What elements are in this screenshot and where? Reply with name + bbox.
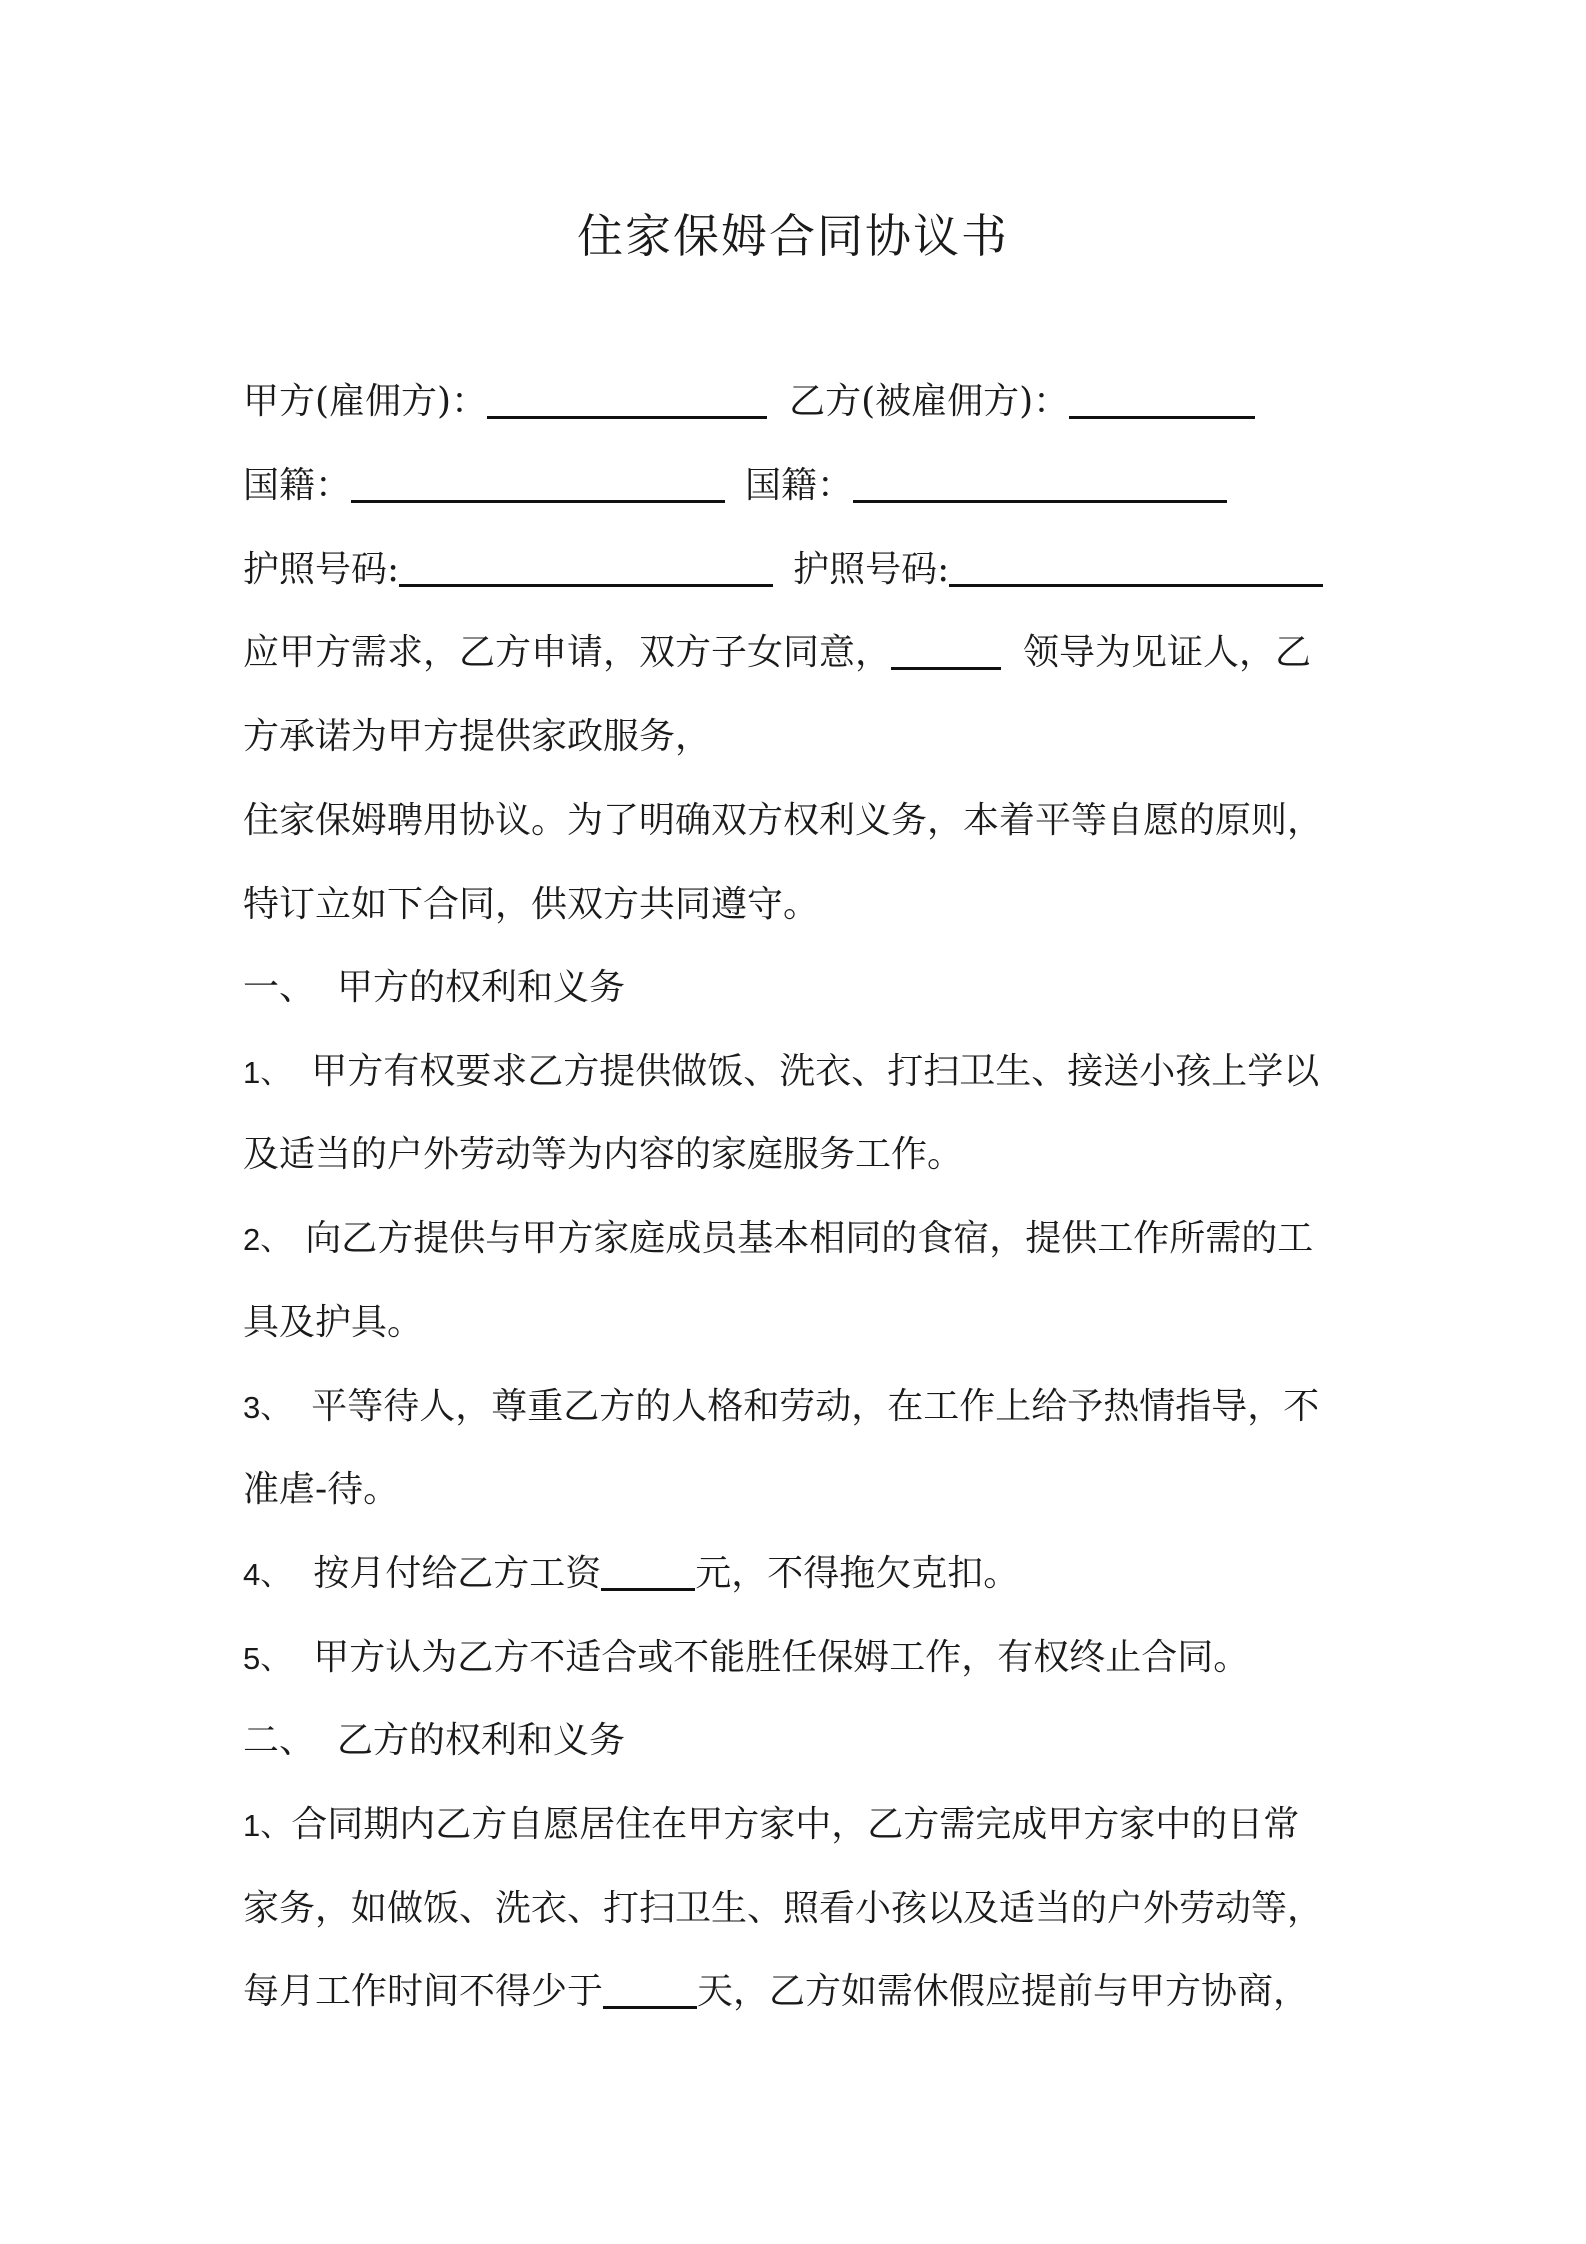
salary-blank[interactable] (601, 1554, 695, 1591)
passport-b-label: 护照号码: (793, 549, 950, 590)
section-2-heading (243, 1717, 625, 1765)
passport-row (243, 546, 1323, 594)
intro-line-3: 住家保姆聘用协议。为了明确双方权利义务，本着平等自愿的原则， (243, 800, 1324, 841)
s1-item-3-text: 平等待人，尊重乙方的人格和劳动，在工作上给予热情指导，不 (311, 1386, 1320, 1427)
section-2-title: 乙方的权利和义务 (337, 1720, 626, 1761)
intro-line-2: 方承诺为甲方提供家政服务， (243, 716, 712, 757)
section-2-number: 二、 (243, 1720, 316, 1761)
s1-item-5-text: 甲方认为乙方不适合或不能胜任保姆工作，有权终止合同。 (313, 1637, 1250, 1678)
s2-item-1-text: 合同期内乙方自愿居住在甲方家中，乙方需完成甲方家中的日常 (291, 1804, 1300, 1845)
s2-item-1-text-b: 天，乙方如需休假应提前与甲方协商， (697, 1971, 1310, 2012)
section-1-title: 甲方的权利和义务 (337, 967, 626, 1008)
s1-item-5-number: 5、 (243, 1641, 292, 1676)
nationality-a-label: 国籍： (243, 465, 352, 506)
nationality-row (243, 462, 1227, 510)
s1-item-4-text-a: 按月付给乙方工资 (313, 1553, 602, 1594)
party-b-label: 乙方(被雇佣方)： (789, 381, 1070, 422)
passport-a-blank[interactable] (399, 550, 773, 587)
nationality-b-label: 国籍： (745, 465, 854, 506)
section-1-heading (243, 964, 625, 1012)
s1-item-3-number: 3、 (243, 1390, 292, 1425)
s1-item-1-text: 甲方有权要求乙方提供做饭、洗衣、打扫卫生、接送小孩上学以 (311, 1051, 1320, 1092)
s1-item-3-line-2: 准虐-待。 (243, 1469, 400, 1510)
intro-text-a: 应甲方需求，乙方申请，双方子女同意， (243, 632, 892, 673)
s1-item-4-number: 4、 (243, 1557, 292, 1592)
s1-item-5 (243, 1634, 1249, 1683)
document-title: 住家保姆合同协议书 (577, 209, 1009, 263)
s1-item-2-line-2: 具及护具。 (243, 1302, 424, 1343)
nationality-b-blank[interactable] (853, 466, 1227, 503)
nationality-a-blank[interactable] (351, 466, 725, 503)
s1-item-2-line-1 (243, 1215, 1313, 1264)
s1-item-2-number: 2、 (243, 1222, 292, 1257)
party-b-blank[interactable] (1069, 382, 1255, 419)
s1-item-2-text: 向乙方提供与甲方家庭成员基本相同的食宿，提供工作所需的工 (305, 1218, 1314, 1259)
s1-item-4-text-b: 元，不得拖欠克扣。 (695, 1553, 1020, 1594)
party-a-blank[interactable] (487, 382, 767, 419)
s2-item-1-line-2: 家务，如做饭、洗衣、打扫卫生、照看小孩以及适当的户外劳动等， (243, 1888, 1324, 1929)
s2-item-1-text-a: 每月工作时间不得少于 (243, 1971, 604, 2012)
workdays-blank[interactable] (603, 1972, 697, 2009)
s1-item-3-line-1 (243, 1383, 1319, 1432)
witness-blank[interactable] (891, 633, 1001, 670)
passport-a-label: 护照号码: (243, 549, 400, 590)
s1-item-1-line-2: 及适当的户外劳动等为内容的家庭服务工作。 (243, 1134, 964, 1175)
intro-line-1 (243, 629, 1311, 677)
intro-line-4: 特订立如下合同，供双方共同遵守。 (243, 884, 820, 925)
s1-item-4 (243, 1550, 1019, 1599)
passport-b-blank[interactable] (949, 550, 1323, 587)
s1-item-1-line-1 (243, 1048, 1319, 1097)
s2-item-1-line-3 (243, 1968, 1309, 2016)
party-row (243, 378, 1255, 426)
intro-text-b: 领导为见证人，乙 (1023, 632, 1312, 673)
s2-item-1-line-1 (243, 1801, 1299, 1850)
s2-item-1-number: 1、 (243, 1808, 292, 1843)
party-a-label: 甲方(雇佣方)： (243, 381, 488, 422)
section-1-number: 一、 (243, 967, 316, 1008)
s1-item-1-number: 1、 (243, 1055, 292, 1090)
